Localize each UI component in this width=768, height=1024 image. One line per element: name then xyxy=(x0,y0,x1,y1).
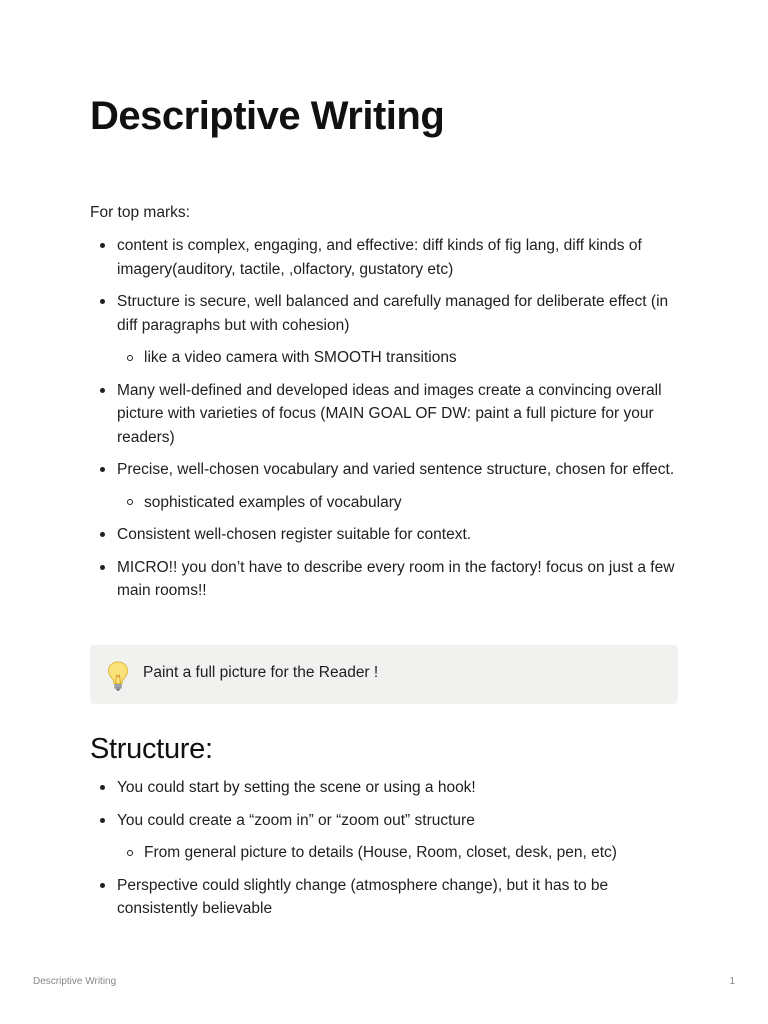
footer-title: Descriptive Writing xyxy=(33,976,117,987)
page-number: 1 xyxy=(729,976,735,987)
list-item: Consistent well-chosen register suitable for context. xyxy=(90,523,680,547)
sub-list-item: like a video camera with SMOOTH transitions xyxy=(90,346,680,370)
list-item: Many well-defined and developed ideas and images create a convincing overall picture with varieties of focus (MAIN GOAL OF DW: paint a full picture for your readers) xyxy=(90,379,680,450)
list-item: Precise, well-chosen vocabulary and varied sentence structure, chosen for effect. xyxy=(90,458,680,482)
callout-text: Paint a full picture for the Reader ! xyxy=(143,664,379,681)
sub-list-item: From general picture to details (House, Room, closet, desk, pen, etc) xyxy=(90,841,680,865)
list-item: You could create a “zoom in” or “zoom out” structure xyxy=(90,809,680,833)
top-marks-list xyxy=(90,234,680,612)
list-item: content is complex, engaging, and effective: diff kinds of fig lang, diff kinds of imagery(auditory, tactile, ,olfactory, gustatory etc) xyxy=(90,234,680,281)
list-item: You could start by setting the scene or using a hook! xyxy=(90,776,680,800)
intro-text: For top marks: xyxy=(90,204,190,221)
list-item: Perspective could slightly change (atmosphere change), but it has to be consistently believable xyxy=(90,874,680,921)
lightbulb-icon xyxy=(106,660,130,692)
sub-list-item: sophisticated examples of vocabulary xyxy=(90,491,680,515)
page-title: Descriptive Writing xyxy=(90,94,445,138)
structure-heading: Structure: xyxy=(90,733,213,765)
structure-list xyxy=(90,776,680,930)
callout-box xyxy=(90,645,678,704)
list-item: Structure is secure, well balanced and carefully managed for deliberate effect (in diff paragraphs but with cohesion) xyxy=(90,290,680,337)
list-item: MICRO!! you don’t have to describe every room in the factory! focus on just a few main rooms!! xyxy=(90,556,680,603)
